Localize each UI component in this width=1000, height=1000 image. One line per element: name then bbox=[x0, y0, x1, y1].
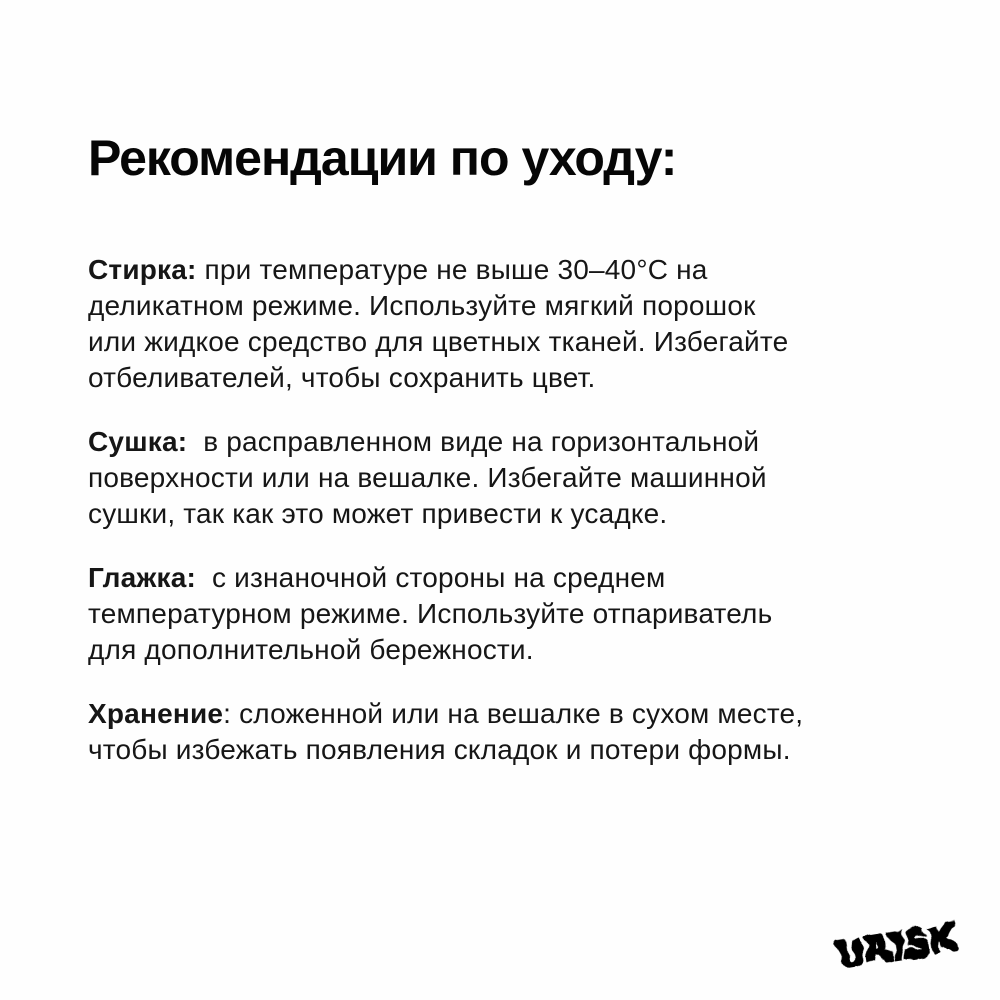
paragraph-label-washing: Стирка: bbox=[88, 254, 197, 285]
paragraph-storage bbox=[88, 696, 968, 768]
text-line bbox=[88, 696, 968, 732]
paragraph-label-ironing: Глажка: bbox=[88, 562, 196, 593]
text-line: поверхности или на вешалке. Избегайте машинной bbox=[88, 462, 767, 493]
paragraph-ironing bbox=[88, 560, 968, 668]
text-run: : сложенной или на вешалке в сухом месте, bbox=[223, 698, 804, 729]
text-line: деликатном режиме. Используйте мягкий порошок bbox=[88, 290, 756, 321]
text-run: с изнаночной стороны на среднем bbox=[196, 562, 666, 593]
text-line bbox=[88, 252, 968, 288]
text-line: чтобы избежать появления складок и потери формы. bbox=[88, 734, 791, 765]
brand-logo bbox=[826, 902, 968, 988]
text-line bbox=[88, 560, 968, 596]
brand-logo-text: URISK bbox=[833, 918, 956, 977]
text-line: отбеливателей, чтобы сохранить цвет. bbox=[88, 362, 596, 393]
text-line: или жидкое средство для цветных тканей. Избегайте bbox=[88, 326, 789, 357]
page-title: Рекомендации по уходу: bbox=[88, 130, 677, 186]
text-run: в расправленном виде на горизонтальной bbox=[187, 426, 760, 457]
text-run: при температуре не выше 30–40°C на bbox=[196, 254, 708, 285]
text-line: температурном режиме. Используйте отпариватель bbox=[88, 598, 773, 629]
care-sections bbox=[88, 252, 968, 796]
text-line bbox=[88, 424, 968, 460]
paragraph-label-drying: Сушка: bbox=[88, 426, 188, 457]
paragraph-label-storage: Хранение bbox=[88, 698, 224, 729]
text-line: сушки, так как это может привести к усадке. bbox=[88, 498, 668, 529]
brand-logo-graphic bbox=[826, 902, 968, 988]
text-line: для дополнительной бережности. bbox=[88, 634, 534, 665]
paragraph-washing bbox=[88, 252, 968, 396]
paragraph-drying bbox=[88, 424, 968, 532]
